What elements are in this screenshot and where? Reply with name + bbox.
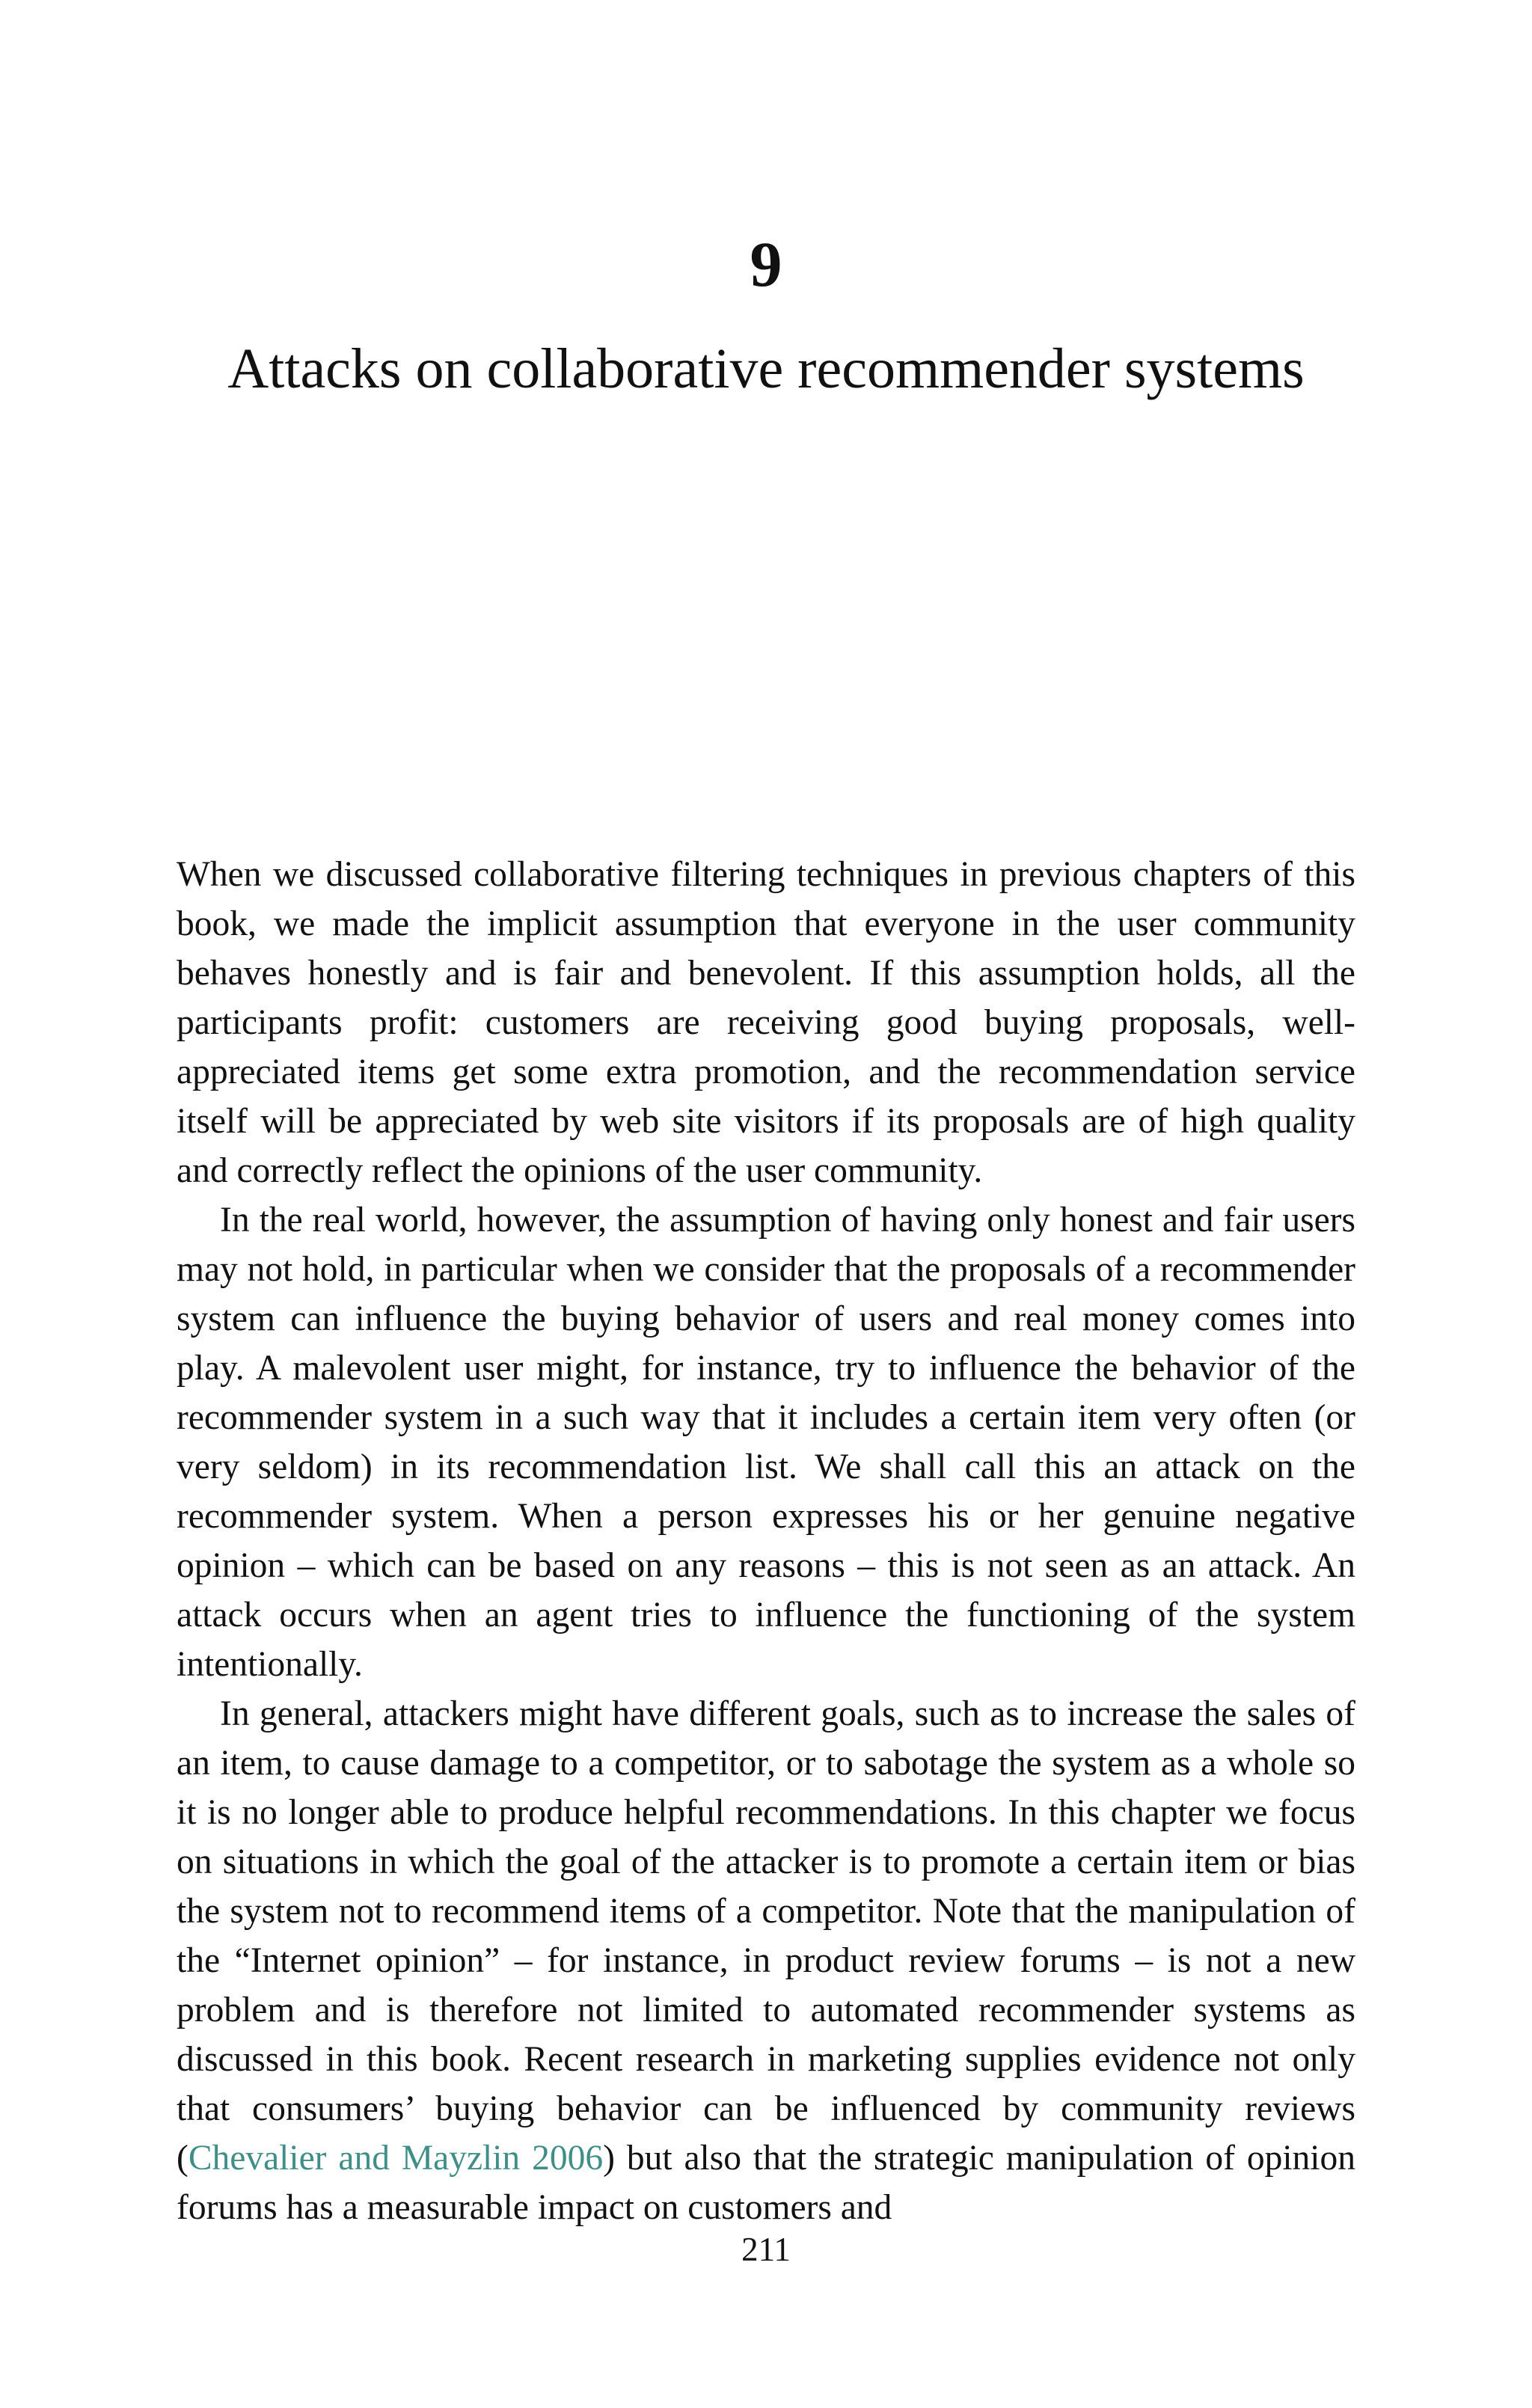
paragraph-3-after-citation: ) but also that the strategic manipulation of opinion forums has a measurable impact on customers and — [177, 2139, 1355, 2227]
chapter-body — [177, 850, 1355, 2232]
paragraph-1: When we discussed collaborative filtering techniques in previous chapters of this book, we made the implicit assumption that everyone in the user community behaves honestly and is fair and benevolent. If this assumption holds, all the participants profit: customers are receiving good buying proposals, well-appreciated items get some extra promotion, and the recommendation service itself will be appreciated by web site visitors if its proposals are of high quality and correctly reflect the opinions of the user community. — [177, 855, 1355, 1190]
paragraph-2: In the real world, however, the assumption of having only honest and fair users may not hold, in particular when we consider that the proposals of a recommender system can influence the buying behavior of users and real money comes into play. A malevolent user might, for instance, try to influence the behavior of the recommender system in a such way that it includes a certain item very often (or very seldom) in its recommendation list. We shall call this an attack on the recommender system. When a person expresses his or her genuine negative opinion – which can be based on any reasons – this is not seen as an attack. An attack occurs when an agent tries to influence the functioning of the system intentionally. — [177, 1201, 1355, 1684]
page-number: 211 — [741, 2231, 791, 2268]
chapter-title: Attacks on collaborative recommender systems — [227, 337, 1305, 400]
chapter-number: 9 — [750, 228, 782, 300]
paragraph-3-before-citation: In general, attackers might have different goals, such as to increase the sales of an item, to cause damage to a competitor, or to sabotage the system as a whole so it is no longer able to produce helpful recommendations. In this chapter we focus on situations in which the goal of the attacker is to promote a certain item or bias the system not to recommend items of a competitor. Note that the manipulation of the “Internet opinion” – for instance, in product review forums – is not a new problem and is therefore not limited to automated recommender systems as discussed in this book. Recent research in marketing supplies evidence not only that consumers’ buying behavior can be influenced by community reviews ( — [177, 1694, 1355, 2178]
citation-link[interactable]: Chevalier and Mayzlin 2006 — [188, 2139, 604, 2178]
paragraph-3 — [177, 1689, 1355, 2232]
